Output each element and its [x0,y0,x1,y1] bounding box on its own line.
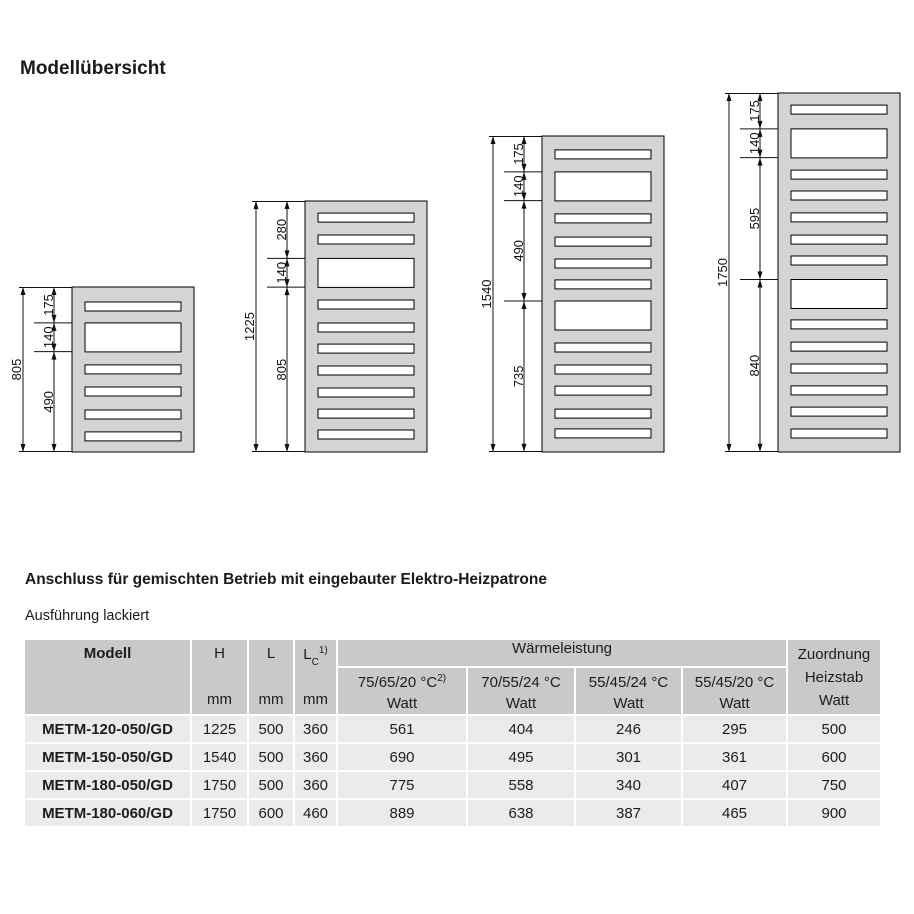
dimension-label: 1225 [242,312,257,341]
dimension-label: 140 [747,132,762,155]
value-cell: 1750 [192,772,247,798]
value-cell: 360 [295,716,336,742]
dimension-label: 840 [747,354,762,377]
value-cell: 361 [683,744,786,770]
value-cell: 561 [338,716,466,742]
section-heading: Anschluss für gemischten Betrieb mit eingebauter Elektro-Heizpatrone [25,571,547,588]
dimension-label: 280 [274,218,289,241]
value-cell: 900 [788,800,880,826]
finish-note: Ausführung lackiert [25,608,150,624]
value-cell: 360 [295,772,336,798]
value-cell: 600 [249,800,293,826]
col-header-modell: Modell [25,640,190,714]
dimension-label: 735 [511,365,526,388]
model-name-cell: METM-150-050/GD [25,744,190,770]
value-cell: 500 [249,772,293,798]
value-cell: 638 [468,800,574,826]
radiator-diagram-1540 [478,134,668,461]
value-cell: 340 [576,772,681,798]
value-cell: 1750 [192,800,247,826]
dimension-label: 175 [747,100,762,122]
value-cell: 1225 [192,716,247,742]
radiator-diagram-1225 [241,199,431,461]
value-cell: 1540 [192,744,247,770]
value-cell: 889 [338,800,466,826]
table-row [25,716,880,742]
value-cell: 301 [576,744,681,770]
col-header-temp-3: 55/45/24 °C Watt [576,668,681,714]
value-cell: 500 [249,716,293,742]
value-cell: 600 [788,744,880,770]
value-cell: 750 [788,772,880,798]
col-header-temp-2: 70/55/24 °C Watt [468,668,574,714]
table-row [25,744,880,770]
dimension-label: 490 [511,239,526,262]
value-cell: 500 [788,716,880,742]
value-cell: 460 [295,800,336,826]
model-name-cell: METM-120-050/GD [25,716,190,742]
model-name-cell: METM-180-060/GD [25,800,190,826]
dimension-label: 490 [41,390,56,413]
value-cell: 465 [683,800,786,826]
dimension-label: 140 [511,175,526,198]
dimension-label: 1540 [479,279,494,309]
value-cell: 558 [468,772,574,798]
value-cell: 295 [683,716,786,742]
table-row [25,800,880,826]
model-name-cell: METM-180-050/GD [25,772,190,798]
radiator-dimension-drawing [478,134,668,456]
value-cell: 387 [576,800,681,826]
value-cell: 246 [576,716,681,742]
dimension-label: 140 [41,326,56,349]
value-cell: 360 [295,744,336,770]
value-cell: 407 [683,772,786,798]
table-row [25,772,880,798]
value-cell: 690 [338,744,466,770]
col-header-h: H mm [192,640,247,714]
value-cell: 495 [468,744,574,770]
radiator-dimension-drawing [8,285,198,456]
dimension-label: 805 [274,358,289,381]
radiator-diagram-805 [8,285,198,461]
col-header-temp-1: 75/65/20 $^\circ C^{2)}$ Watt [338,668,466,714]
dimension-label: 595 [747,207,762,230]
spec-table-body [25,716,880,826]
spec-table [23,638,882,828]
group-header-waermeleistung: Wärmeleistung [338,640,786,666]
radiator-dimension-drawing [714,91,904,456]
col-header-temp-4: 55/45/20 °C Watt [683,668,786,714]
dimension-label: 805 [9,358,24,381]
dimension-label: 1750 [715,258,730,287]
dimension-label: 175 [41,294,56,316]
page-title: Modellübersicht [20,58,166,79]
radiator-diagram-1750 [714,91,904,461]
value-cell: 500 [249,744,293,770]
dimension-label: 140 [274,261,289,284]
value-cell: 404 [468,716,574,742]
col-header-l: L mm [249,640,293,714]
radiator-dimension-drawing [241,199,431,456]
col-header-lc: $L_C^{1)}$ mm [295,640,336,714]
value-cell: 775 [338,772,466,798]
dimension-label: 175 [511,143,526,165]
col-header-zuordnung: Zuordnung Heizstab Watt [788,640,880,714]
